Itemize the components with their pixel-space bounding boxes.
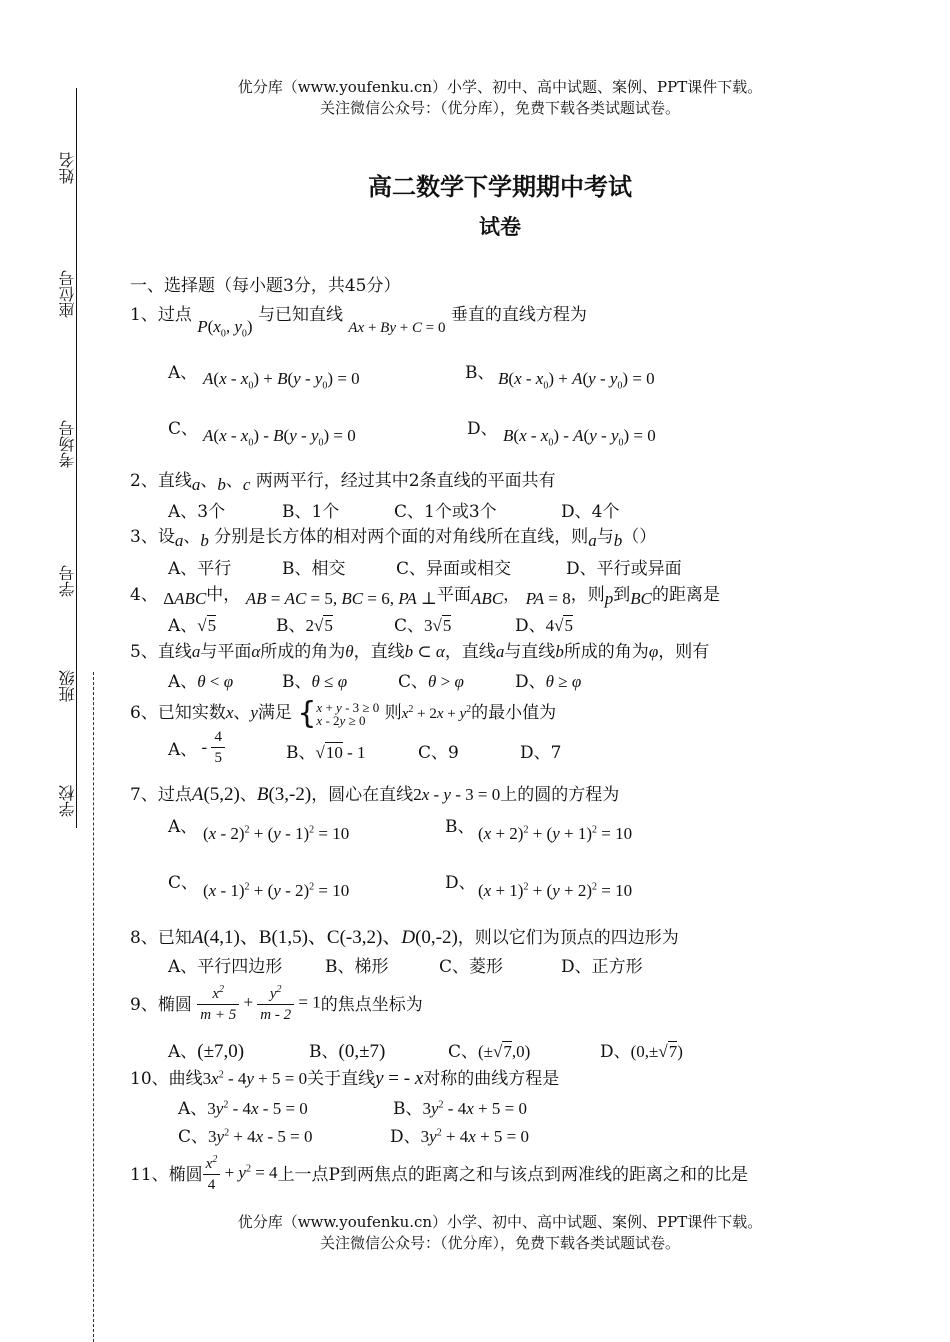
q2-option-a[interactable]: A、3个 bbox=[168, 502, 226, 522]
q1-formula-d: $B(x - x_0) - A(y - y_0) = 0$ bbox=[503, 426, 656, 449]
question-7: 7、过点A(5,2)、B(3,-2)，圆心在直线2x - y - 3 = 0上的圆的方程为 bbox=[130, 784, 620, 805]
q1-option-d[interactable]: D、 bbox=[467, 419, 498, 439]
q1-option-b[interactable]: B、 bbox=[465, 363, 495, 383]
room-label: 考场号 bbox=[58, 420, 77, 468]
q6-option-c[interactable]: C、9 bbox=[418, 743, 459, 763]
question-6: 6、已知实数x、y满足 {x + y - 3 ≥ 0 x - 2y ≥ 0 则$x^2 + 2x + y^2$的最小值为 bbox=[130, 696, 557, 731]
q7-option-c[interactable]: C、 bbox=[168, 873, 199, 893]
q9-option-d[interactable]: D、(0,±√7) bbox=[600, 1042, 683, 1062]
q6-option-d[interactable]: D、7 bbox=[520, 743, 562, 763]
q3-option-d[interactable]: D、平行或异面 bbox=[566, 559, 682, 579]
q5-option-d[interactable]: D、θ ≥ φ bbox=[515, 672, 582, 692]
q7-formula-a: (x - 2)$^2$ + (y - 1)$^2$ = 10 bbox=[203, 824, 350, 843]
q10-option-b[interactable]: B、$3y^2 - 4x + 5 = 0$ bbox=[393, 1099, 527, 1119]
q4-option-c[interactable]: C、3√5 bbox=[394, 616, 452, 636]
q9-option-b[interactable]: B、(0,±7) bbox=[309, 1041, 386, 1062]
q1-formula-b: $B(x - x_0) + A(y - y_0) = 0$ bbox=[498, 369, 655, 392]
q6-option-b[interactable]: B、√10 - 1 bbox=[286, 743, 366, 763]
school-label: 学校 bbox=[58, 785, 77, 817]
class-label: 班级 bbox=[58, 670, 77, 702]
q5-option-b[interactable]: B、θ ≤ φ bbox=[282, 672, 348, 692]
q10-option-d[interactable]: D、$3y^2 + 4x + 5 = 0$ bbox=[390, 1127, 530, 1147]
q3-option-c[interactable]: C、异面或相交 bbox=[396, 559, 512, 579]
section-heading: 一、选择题（每小题3分，共45分） bbox=[130, 276, 401, 296]
q4-option-b[interactable]: B、2√5 bbox=[276, 616, 333, 636]
question-11: 11、椭圆 $\frac{x^2}{4}$ + $y^2 = 4$上一点P到两焦点的距离之和与该点到两准线的距离之和的比是 bbox=[130, 1150, 748, 1195]
q7-option-a[interactable]: A、 bbox=[168, 817, 198, 837]
q6-option-a[interactable]: A、 - $\frac{4}{5}$ bbox=[168, 727, 225, 768]
q7-formula-d: $(x + 1)^2 + (y + 2)^2 = 10$ bbox=[478, 881, 633, 900]
seat-label: 座位号 bbox=[58, 270, 77, 318]
q10-option-c[interactable]: C、$3y^2 + 4x - 5 = 0$ bbox=[178, 1127, 313, 1147]
question-1: 1、过点 $P(x_0$, $y_0$) 与已知直线 Ax + By + C = 0 垂直的直线方程为 bbox=[130, 305, 587, 340]
q7-formula-c: (x - 1)$^2$ + (y - 2)$^2$ = 10 bbox=[203, 881, 350, 900]
header-line-2: 关注微信公众号：（优分库），免费下载各类试题试卷。 bbox=[319, 99, 680, 117]
footer-line-2: 关注微信公众号：（优分库），免费下载各类试题试卷。 bbox=[319, 1234, 680, 1252]
q1-formula-c: $A(x - x_0) - B(y - y_0) = 0$ bbox=[203, 426, 356, 449]
page-subtitle: 试卷 bbox=[479, 214, 521, 239]
question-5: 5、直线a与平面α所成的角为θ，直线b ⊂ α，直线a与直线b所成的角为φ，则有 bbox=[130, 642, 710, 662]
q4-option-a[interactable]: A、√5 bbox=[168, 616, 217, 636]
q9-option-c[interactable]: C、(±√7,0) bbox=[448, 1042, 531, 1062]
q9-option-a[interactable]: A、(±7,0) bbox=[168, 1041, 245, 1062]
question-4: 4、 ΔABC中， AB = AC = 5, BC = 6, PA ⊥平面ABC， PA = 8，则p到BC的距离是 bbox=[130, 585, 720, 608]
q4-option-d[interactable]: D、4√5 bbox=[515, 616, 573, 636]
question-9: 9、椭圆 $\frac{x^2}{m + 5}$ + $\frac{y^2}{m - 2}$ = 1的焦点坐标为 bbox=[130, 980, 423, 1025]
q7-option-d[interactable]: D、 bbox=[445, 873, 476, 893]
question-3: 3、设a、b 分别是长方体的相对两个面的对角线所在直线，则a与b（） bbox=[130, 527, 657, 550]
q10-option-a[interactable]: A、$3y^2 - 4x - 5 = 0$ bbox=[178, 1099, 308, 1119]
page-title: 高二数学下学期期中考试 bbox=[368, 172, 632, 201]
q1-option-c[interactable]: C、 bbox=[168, 419, 199, 439]
name-label: 姓名 bbox=[58, 152, 77, 184]
footer-line-1: 优分库（www.youfenku.cn）小学、初中、高中试题、案例、PPT课件下载。 bbox=[237, 1213, 763, 1231]
question-10: 10、曲线$3x^2 - 4y + 5 = 0$关于直线y = - x对称的曲线方程是 bbox=[130, 1068, 560, 1089]
q1-option-a[interactable]: A、 bbox=[168, 363, 198, 383]
q2-option-d[interactable]: D、4个 bbox=[561, 502, 620, 522]
q7-option-b[interactable]: B、 bbox=[445, 817, 475, 837]
question-2: 2、直线a、b、c 两两平行，经过其中2条直线的平面共有 bbox=[130, 471, 556, 494]
q5-option-a[interactable]: A、θ < φ bbox=[168, 672, 234, 692]
q7-formula-b: $(x + 2)^2 + (y + 1)^2 = 10$ bbox=[478, 824, 633, 843]
q8-option-d[interactable]: D、正方形 bbox=[561, 957, 643, 977]
q3-option-a[interactable]: A、平行 bbox=[168, 559, 232, 579]
q5-option-c[interactable]: C、θ > φ bbox=[398, 672, 464, 692]
id-label: 学号 bbox=[58, 565, 77, 597]
q8-option-c[interactable]: C、菱形 bbox=[439, 957, 504, 977]
q8-option-b[interactable]: B、梯形 bbox=[325, 957, 389, 977]
q8-option-a[interactable]: A、平行四边形 bbox=[168, 957, 283, 977]
q3-option-b[interactable]: B、相交 bbox=[282, 559, 346, 579]
question-8: 8、已知A(4,1)、B(1,5)、C(-3,2)、D(0,-2)，则以它们为顶点的四边形为 bbox=[130, 927, 679, 948]
q1-formula-a: $A(x - x_0) + B(y - y_0) = 0$ bbox=[203, 369, 360, 392]
q2-option-b[interactable]: B、1个 bbox=[282, 502, 340, 522]
q2-option-c[interactable]: C、1个或3个 bbox=[394, 502, 497, 522]
header-line-1: 优分库（www.youfenku.cn）小学、初中、高中试题、案例、PPT课件下载。 bbox=[237, 78, 763, 96]
